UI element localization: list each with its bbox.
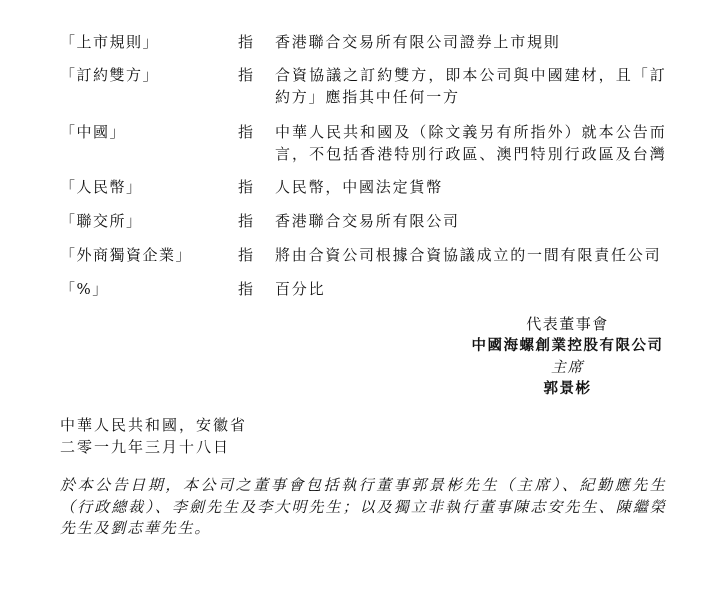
signature-name: 郭景彬 <box>543 380 592 397</box>
statement-line: 先生及劉志華先生。 <box>60 519 212 537</box>
definition-means: 指 <box>238 33 254 51</box>
board-composition-statement <box>60 475 666 540</box>
definition-text <box>275 279 666 301</box>
definition-line: 約方」應指其中任何一方 <box>275 87 460 106</box>
definition-term: 「上市規則」 <box>60 33 160 51</box>
definition-text <box>275 122 666 165</box>
definition-term: 「外商獨資企業」 <box>60 246 193 264</box>
definition-term: 「人民幣」 <box>60 178 143 196</box>
definition-line: 言，不包括香港特別行政區、澳門特別行政區及台灣 <box>275 144 666 163</box>
date-line: 二零一九年三月十八日 <box>60 437 231 456</box>
definition-term: 「聯交所」 <box>60 212 143 230</box>
signature-block <box>467 314 668 400</box>
definition-means: 指 <box>238 212 254 230</box>
place-line: 中華人民共和國，安徽省 <box>60 416 248 434</box>
definition-line: 將由合資公司根據合資協議成立的一間有限責任公司 <box>275 246 662 264</box>
definition-means: 指 <box>238 178 254 196</box>
definition-term: 「中國」 <box>60 123 127 141</box>
definition-means: 指 <box>238 246 254 264</box>
definition-text <box>275 211 666 233</box>
signature-company: 中國海螺創業控股有限公司 <box>471 337 664 354</box>
definition-line: 中華人民共和國及（除文義另有所指外）就本公告而 <box>275 123 666 141</box>
signature-on-behalf: 代表董事會 <box>526 315 609 333</box>
statement-line: （行政總裁）、李劍先生及李大明先生；以及獨立非執行董事陳志安先生、陳繼榮 <box>60 497 666 516</box>
definition-term: 「%」 <box>60 280 109 298</box>
definition-means: 指 <box>238 123 254 141</box>
definition-line: 人民幣，中國法定貨幣 <box>275 178 444 196</box>
definition-text <box>275 65 666 108</box>
statement-line: 於本公告日期，本公司之董事會包括執行董事郭景彬先生（主席）、紀勤應先生 <box>60 476 666 494</box>
definition-line: 合資協議之訂約雙方，即本公司與中國建材，且「訂 <box>275 66 666 84</box>
definition-line: 香港聯合交易所有限公司證券上市規則 <box>275 33 561 51</box>
definition-means: 指 <box>238 66 254 84</box>
place-date-block <box>60 415 247 458</box>
definition-term: 「訂約雙方」 <box>60 66 160 84</box>
definition-means: 指 <box>238 280 254 298</box>
definition-line: 百分比 <box>275 280 326 298</box>
definition-text <box>275 245 666 267</box>
signature-title: 主席 <box>550 358 584 376</box>
definition-text <box>275 177 666 199</box>
definition-text <box>275 32 666 54</box>
definition-line: 香港聯合交易所有限公司 <box>275 212 460 230</box>
